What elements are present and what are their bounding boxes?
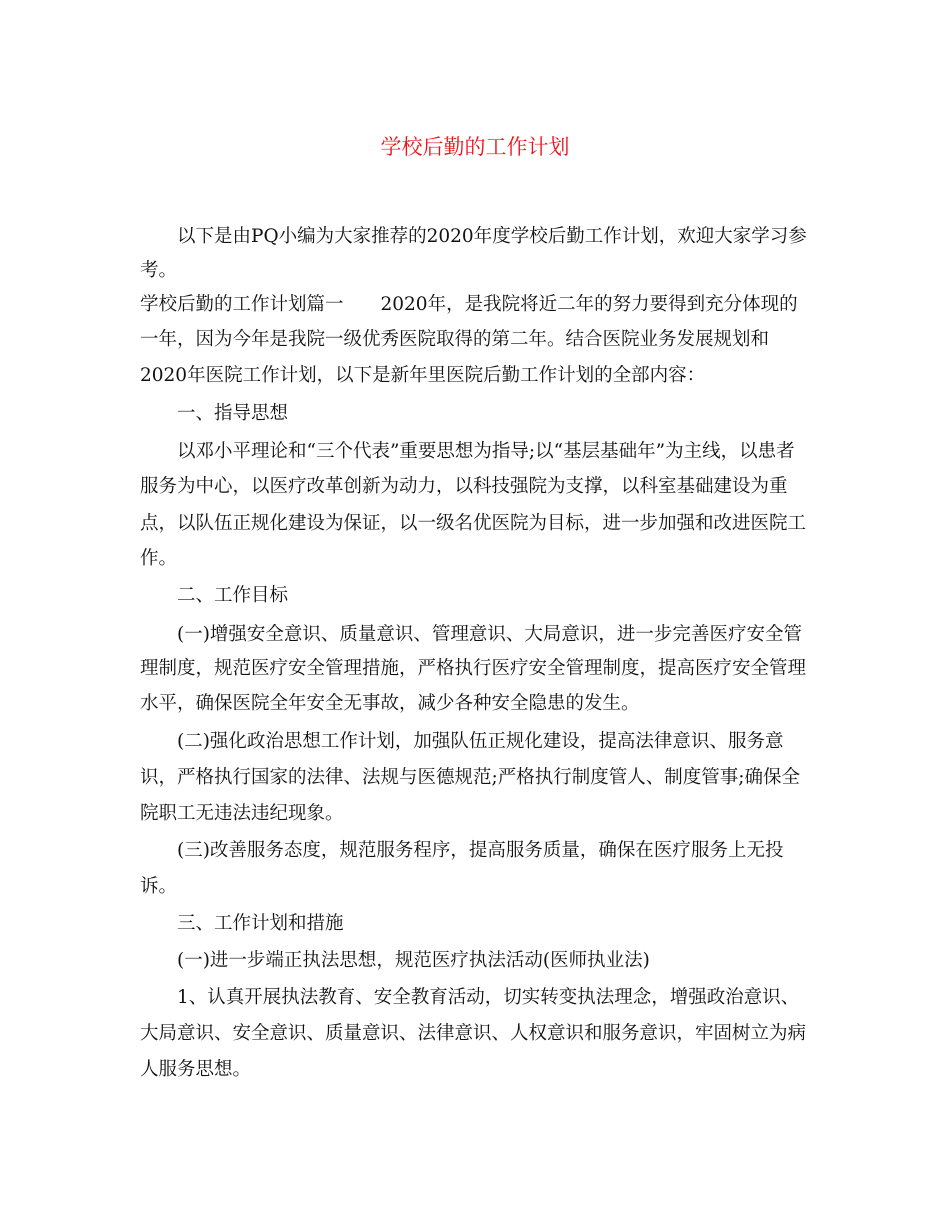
- paragraph-line: 识，严格执行国家的法律、法规与医德规范;严格执行制度管人、制度管事;确保全: [140, 767, 800, 788]
- paragraph-line: (一)进一步端正执法思想，规范医疗执法活动(医师执业法): [177, 950, 650, 971]
- paragraph-line: 人服务思想。: [140, 1059, 252, 1080]
- paragraph-line: (三)改善服务态度，规范服务程序，提高服务质量，确保在医疗服务上无投: [177, 840, 784, 861]
- paragraph-line: 理制度，规范医疗安全管理措施，严格执行医疗安全管理制度，提高医疗安全管理: [140, 658, 807, 679]
- paragraph-line: 1、认真开展执法教育、安全教育活动，切实转变执法理念，增强政治意识、: [177, 987, 800, 1008]
- paragraph-line: 一年，因为今年是我院一级优秀医院取得的第二年。结合医院业务发展规划和: [140, 329, 770, 350]
- document-title: 学校后勤的工作计划: [380, 135, 570, 159]
- paragraph-line: 以下是由PQ小编为大家推荐的2020年度学校后勤工作计划，欢迎大家学习参: [177, 226, 807, 247]
- section-heading: 二、工作目标: [177, 585, 289, 606]
- paragraph-line: 服务为中心，以医疗改革创新为动力，以科技强院为支撑，以科室基础建设为重: [140, 476, 788, 497]
- paragraph-line: 点，以队伍正规化建设为保证，以一级名优医院为目标，进一步加强和改进医院工: [140, 513, 807, 534]
- paragraph-line: 水平，确保医院全年安全无事故，减少各种安全隐患的发生。: [140, 693, 640, 714]
- section-heading: 一、指导思想: [177, 403, 289, 424]
- paragraph-line: 作。: [140, 548, 178, 569]
- paragraph-line: 以邓小平理论和“三个代表”重要思想为指导;以“基层基础年”为主线，以患者: [177, 441, 795, 462]
- paragraph-line: 诉。: [140, 876, 178, 897]
- paragraph-line: (一)增强安全意识、质量意识、管理意识、大局意识，进一步完善医疗安全管: [177, 624, 802, 645]
- paragraph-line: 2020年医院工作计划，以下是新年里医院后勤工作计划的全部内容：: [140, 365, 706, 386]
- section-heading: 三、工作计划和措施: [177, 913, 344, 934]
- paragraph-line: 考。: [140, 260, 178, 281]
- paragraph-line: 大局意识、安全意识、质量意识、法律意识、人权意识和服务意识，牢固树立为病: [140, 1023, 807, 1044]
- paragraph-line: (二)强化政治思想工作计划，加强队伍正规化建设，提高法律意识、服务意: [177, 731, 784, 752]
- paragraph-line: 学校后勤的工作计划篇一 2020年，是我院将近二年的努力要得到充分体现的: [140, 294, 798, 315]
- paragraph-line: 院职工无违法违纪现象。: [140, 803, 344, 824]
